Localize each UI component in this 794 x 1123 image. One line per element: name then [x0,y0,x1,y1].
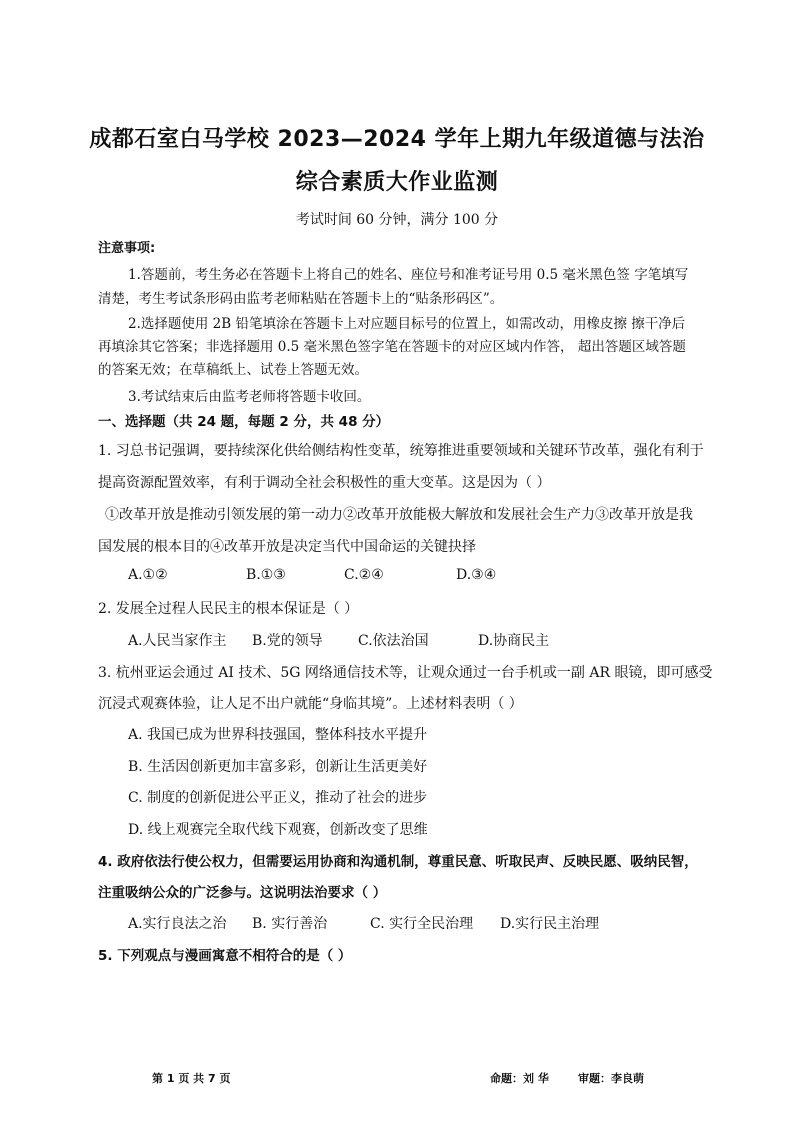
notice-item2-line2: 再填涂其它答案；非选择题用 0.5 毫米黑色签字笔在答题卡的对应区域内作答， 超出答题区域答题 [98,339,686,355]
q3-line1: 3. 杭州亚运会通过 AI 技术、5G 网络通信技术等，让观众通过一台手机或一副 AR 眼镜，即可感受 [98,665,713,681]
q2-option-c: C.依法治国 [358,633,429,649]
page-number: 第 1 页 共 7 页 [152,1072,231,1085]
notice-item1-line1: 1.答题前，考生务必在答题卡上将自己的姓名、座位号和准考证号用 0.5 毫米黑色签 字笔填写 [128,267,689,283]
q3-option-d: D. 线上观赛完全取代线下观赛，创新改变了思维 [128,822,428,838]
q2-option-b: B.党的领导 [252,633,323,649]
notice-item1-line2: 清楚，考生考试条形码由监考老师粘贴在答题卡上的“贴条形码区”。 [98,291,504,307]
q1-line1: 1. 习总书记强调，要持续深化供给侧结构性变革，统筹推进重要领域和关键环节改革，强化有利于 [98,443,704,459]
q4-option-a: A.实行良法之治 [128,916,227,932]
notice-heading: 注意事项: [98,241,156,256]
q1-line2: 提高资源配置效率，有利于调动全社会积极性的重大变革。这是因为（ ） [98,475,551,491]
q1-option-b: B.①③ [246,567,286,583]
q2-line1: 2. 发展全过程人民民主的根本保证是（ ） [98,601,359,617]
q1-option-d: D.③④ [456,567,497,583]
q1-option-c: C.②④ [344,567,384,583]
q3-option-c: C. 制度的创新促进公平正义，推动了社会的进步 [128,790,428,806]
exam-title-line2: 综合素质大作业监测 [295,170,499,195]
notice-item3: 3.考试结束后由监考老师将答题卡收回。 [128,389,371,405]
notice-item2-line1: 2.选择题使用 2B 铅笔填涂在答题卡上对应题目标号的位置上，如需改动，用橡皮擦 擦干净后 [128,316,686,332]
q2-option-d: D.协商民主 [478,633,550,649]
question-reviewer: 审题：李良萌 [578,1072,644,1085]
q5-line1: 5. 下列观点与漫画寓意不相符合的是（ ） [98,948,352,964]
q1-line4: 国发展的根本目的④改革开放是决定当代中国命运的关键抉择 [98,539,476,555]
section1-heading: 一、选择题（共 24 题，每题 2 分，共 48 分） [98,414,390,430]
q1-option-a: A.①② [128,567,168,583]
q4-option-b: B. 实行善治 [252,916,328,932]
q1-line3: ①改革开放是推动引领发展的第一动力②改革开放能极大解放和发展社会生产力③改革开放是我 [105,507,693,523]
q4-line1: 4. 政府依法行使公权力，但需要运用协商和沟通机制，尊重民意、听取民声、反映民愿、吸纳民智， [98,854,698,870]
question-setter: 命题：刘 华 [490,1072,549,1085]
q4-option-c: C. 实行全民治理 [370,916,474,932]
q4-options [128,913,599,933]
q1-options [128,567,496,583]
exam-title-line1: 成都石室白马学校 2023—2024 学年上期九年级道德与法治 [89,127,705,152]
exam-time-info: 考试时间 60 分钟，满分 100 分 [295,212,499,228]
q2-options [128,630,549,650]
q3-line2: 沉浸式观赛体验，让人足不出户就能“身临其境”。上述材料表明（ ） [98,696,523,712]
q3-option-b: B. 生活因创新更加丰富多彩，创新让生活更美好 [128,759,428,775]
q4-line2: 注重吸纳公众的广泛参与。这说明法治要求（ ） [98,885,387,901]
q3-option-a: A. 我国已成为世界科技强国，整体科技水平提升 [128,727,428,743]
q4-option-d: D.实行民主治理 [500,916,600,932]
notice-item2-line3: 的答案无效；在草稿纸上、试卷上答题无效。 [98,362,368,378]
q2-option-a: A.人民当家作主 [128,633,227,649]
